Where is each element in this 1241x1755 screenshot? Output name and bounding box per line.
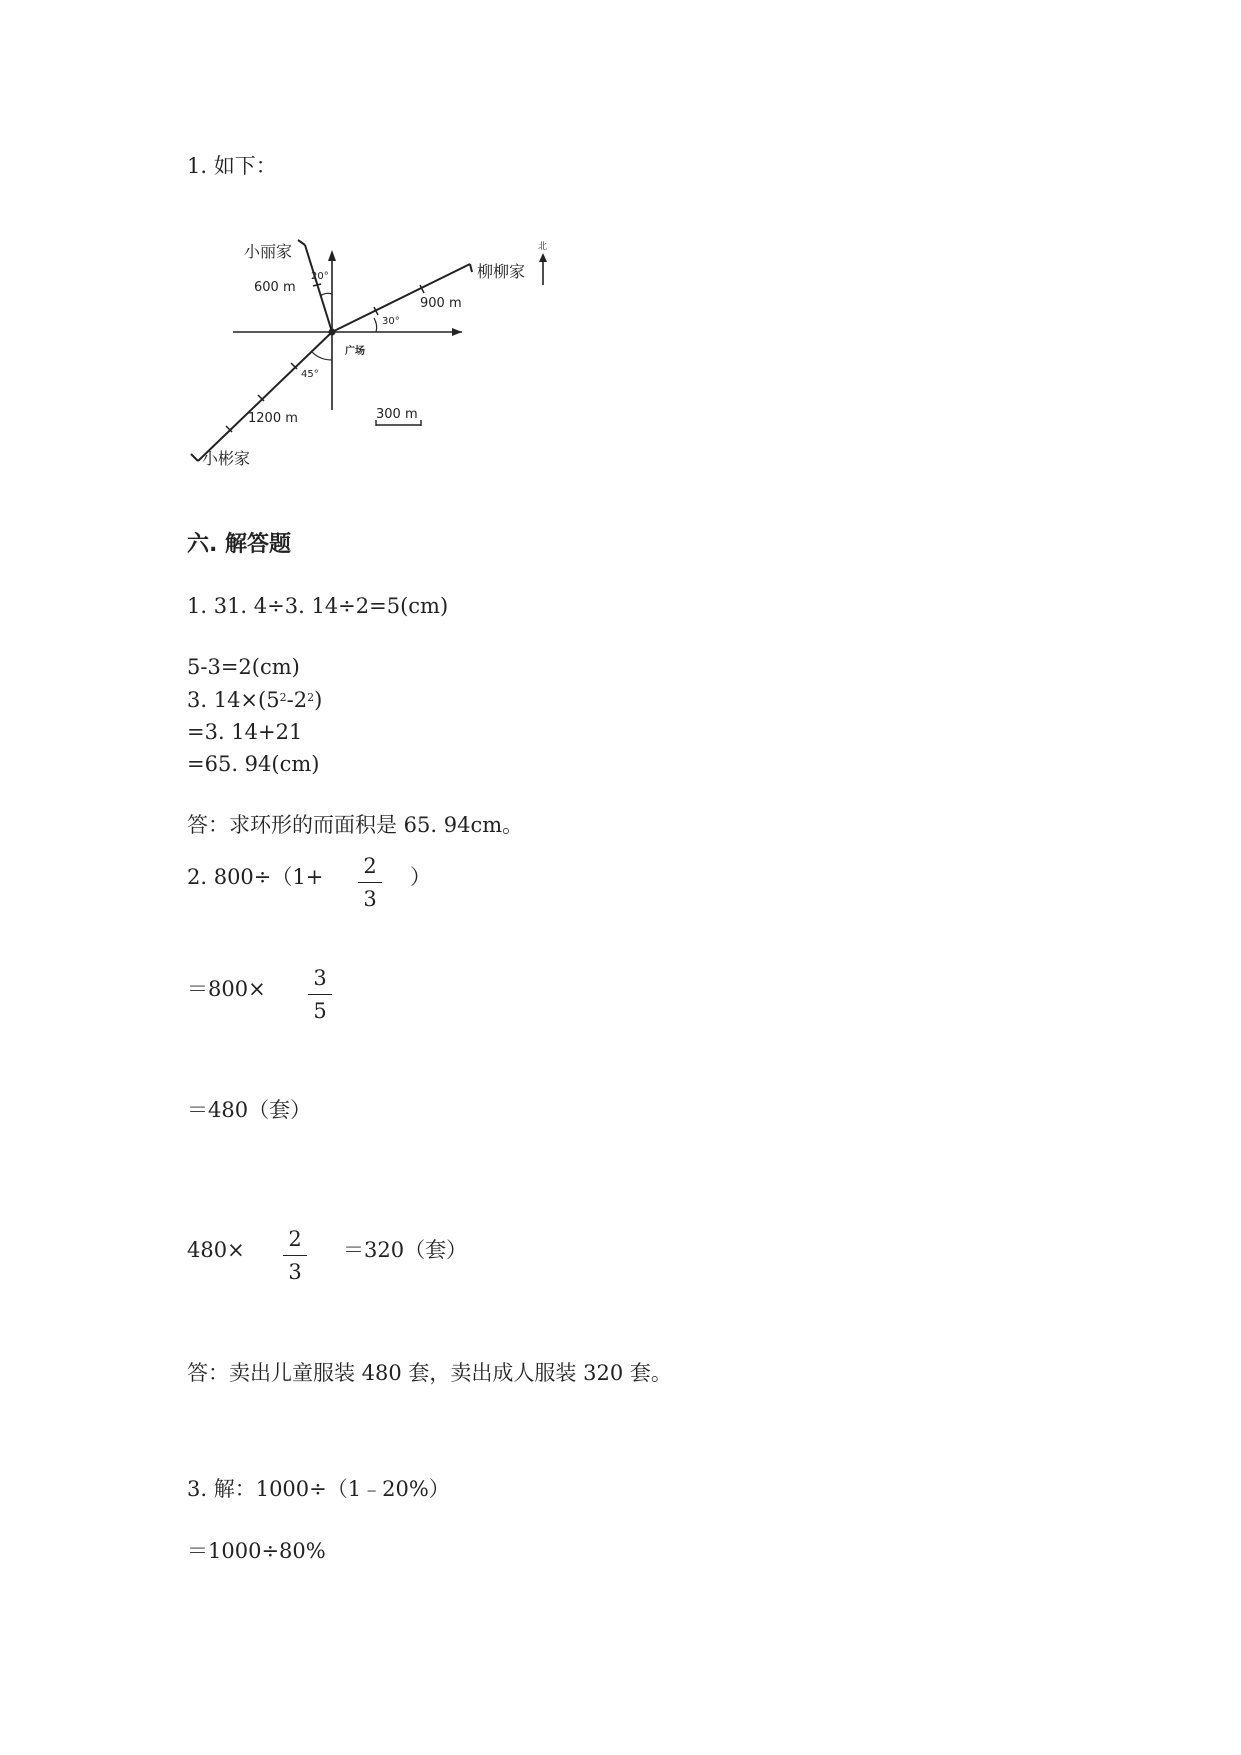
q2-line-4a: 480× bbox=[187, 1238, 245, 1262]
q2-line-3: ＝480（套） bbox=[187, 1098, 312, 1122]
q3-line-2: ＝1000÷80% bbox=[187, 1539, 326, 1563]
q2-line-2: ＝800× bbox=[187, 977, 266, 1001]
q1-line-3: 3. $14\times(5^2-2^2)$ bbox=[187, 688, 323, 712]
q2-fraction-3: 2 3 bbox=[283, 1229, 307, 1283]
route-xiaobin bbox=[198, 332, 332, 461]
q1-line-5: =65. 94(cm) bbox=[187, 752, 320, 776]
q2-line-1: 2. 800÷（1+ bbox=[187, 865, 324, 889]
label-30deg: 30° bbox=[382, 316, 400, 327]
q1-line-1: 1. 31. 4÷3. 14÷2=5(cm) bbox=[187, 594, 449, 618]
label-liuliu: 柳柳家 bbox=[477, 262, 526, 281]
label-20deg: 20° bbox=[311, 271, 329, 282]
q1-line-4: =3. 14+21 bbox=[187, 720, 303, 744]
label-plaza: 广场 bbox=[345, 346, 365, 357]
east-arrow-icon bbox=[452, 328, 462, 336]
q1-line-2: 5-3=2(cm) bbox=[187, 655, 300, 679]
route-xiaoli bbox=[305, 245, 332, 332]
q1-answer: 答：求环形的而面积是 65. 94cm。 bbox=[187, 813, 524, 837]
item-1-label: 1. 如下： bbox=[187, 154, 277, 178]
section-6-title: 六. 解答题 bbox=[187, 532, 292, 557]
label-45deg: 45° bbox=[301, 369, 319, 380]
label-1200m: 1200 m bbox=[248, 411, 298, 426]
q2-fraction-1: 2 3 bbox=[358, 856, 382, 910]
label-north: 北 bbox=[538, 242, 548, 252]
label-900m: 900 m bbox=[420, 296, 462, 311]
q2-line-4b: ＝320（套） bbox=[343, 1238, 468, 1262]
label-scale: 300 m bbox=[376, 407, 418, 422]
north-axis-arrow-icon bbox=[328, 250, 336, 261]
label-xiaobin: 小彬家 bbox=[202, 449, 251, 468]
north-arrow-icon bbox=[539, 253, 547, 262]
label-xiaoli: 小丽家 bbox=[244, 242, 293, 261]
q2-fraction-2: 3 5 bbox=[308, 968, 332, 1022]
q2-answer: 答：卖出儿童服装 480 套，卖出成人服装 320 套。 bbox=[187, 1361, 672, 1385]
q2-line-1-close: ） bbox=[410, 865, 431, 889]
label-600m: 600 m bbox=[254, 280, 296, 295]
direction-map-diagram bbox=[0, 0, 1241, 480]
q3-line-1: 3. 解：1000÷（1﹣20%） bbox=[187, 1477, 450, 1501]
